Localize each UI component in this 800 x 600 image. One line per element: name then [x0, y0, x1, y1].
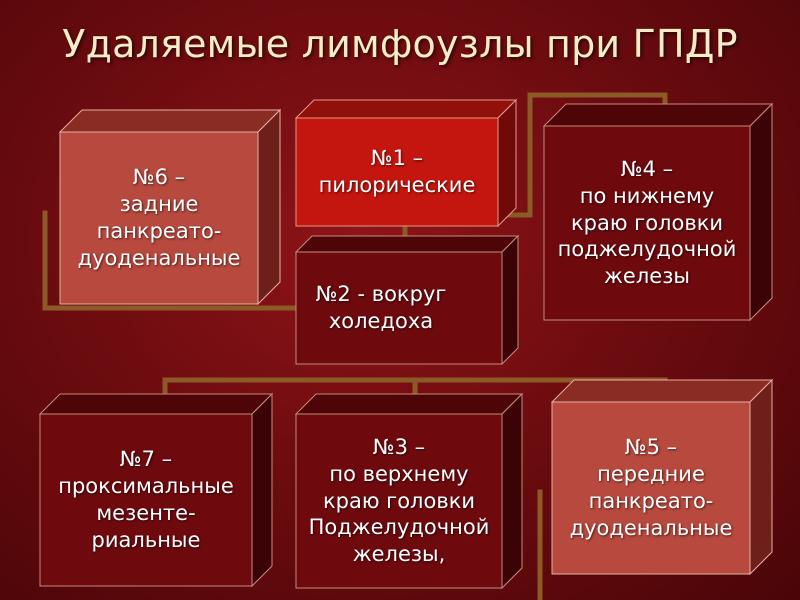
node-label: №6 – задние панкреато- дуоденальные	[77, 165, 241, 270]
node-label: №3 – по верхнему краю головки Поджелудочной железы,	[308, 434, 490, 567]
node-1	[296, 100, 516, 226]
node-label: №7 – проксимальные мезенте- риальные	[58, 447, 234, 552]
node-7	[40, 394, 272, 586]
node-2	[296, 236, 518, 364]
node-3	[296, 394, 522, 588]
node-label: №1 – пилорические	[318, 146, 476, 197]
node-6	[60, 110, 280, 304]
node-label: №4 – по нижнему краю головки поджелудочной железы	[557, 156, 737, 289]
node-label: №2 - вокруг холедоха	[315, 282, 447, 333]
node-label: №5 – передние панкреато- дуоденальные	[569, 435, 733, 540]
node-4	[544, 104, 772, 320]
slide-title: Удаляемые лимфоузлы при ГПДР	[62, 22, 738, 66]
node-5	[552, 380, 772, 574]
